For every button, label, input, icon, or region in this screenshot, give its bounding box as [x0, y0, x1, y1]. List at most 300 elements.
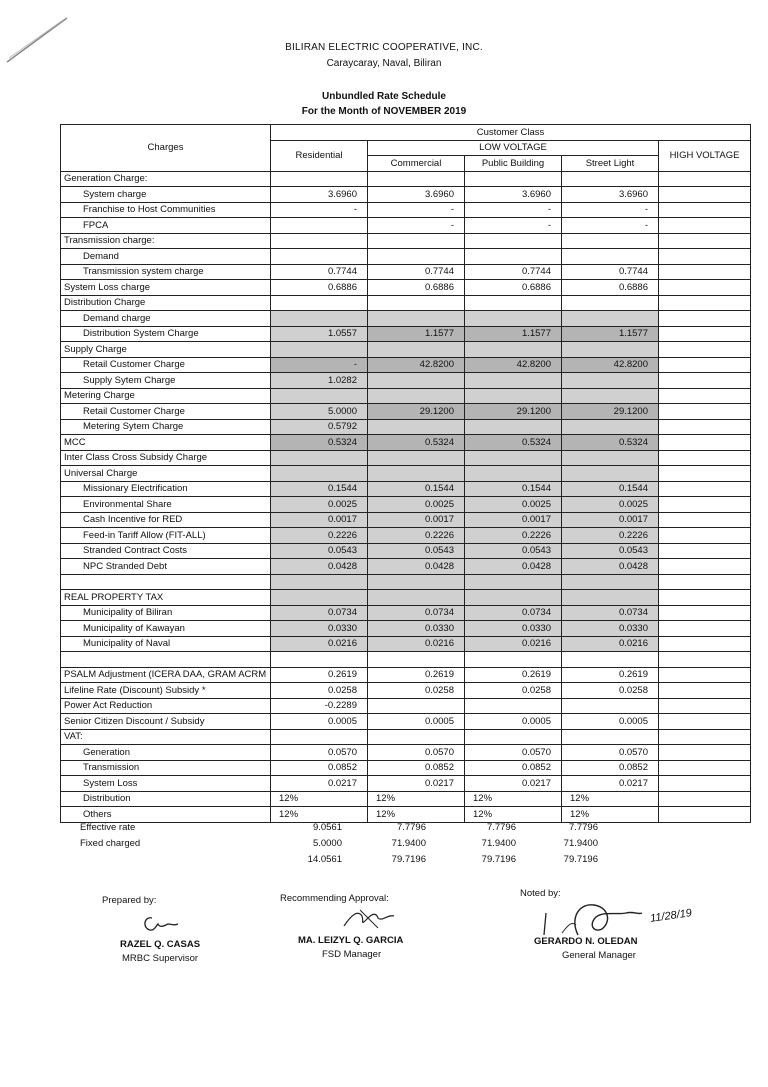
- row-label: Metering Sytem Charge: [61, 419, 271, 435]
- prepared-by-title: MRBC Supervisor: [122, 953, 199, 964]
- table-cell: [562, 574, 659, 590]
- table-cell: [659, 357, 751, 373]
- row-label: Franchise to Host Communities: [61, 202, 271, 218]
- table-row: [61, 326, 751, 342]
- column-header-public-building: Public Building: [465, 156, 562, 172]
- table-cell: 0.0005: [368, 714, 465, 730]
- table-cell: [659, 404, 751, 420]
- table-cell: [659, 512, 751, 528]
- document-period: For the Month of NOVEMBER 2019: [301, 106, 467, 117]
- table-cell: [562, 466, 659, 482]
- row-label: Supply Charge: [61, 342, 271, 358]
- row-label: REAL PROPERTY TAX: [61, 590, 271, 606]
- table-row: [61, 605, 751, 621]
- table-cell: [562, 652, 659, 668]
- table-cell: [659, 776, 751, 792]
- table-cell: 0.0258: [562, 683, 659, 699]
- table-row: [61, 528, 751, 544]
- table-cell: 42.8200: [562, 357, 659, 373]
- table-cell: [271, 450, 368, 466]
- document-title: Unbundled Rate Schedule: [322, 91, 446, 102]
- table-cell: 0.0428: [562, 559, 659, 575]
- table-cell: 0.5324: [465, 435, 562, 451]
- table-cell: [562, 388, 659, 404]
- row-label: System Loss charge: [61, 280, 271, 296]
- table-row: [61, 264, 751, 280]
- row-label: Distribution Charge: [61, 295, 271, 311]
- summary-value: 71.9400: [563, 838, 598, 849]
- company-name: BILIRAN ELECTRIC COOPERATIVE, INC.: [285, 42, 483, 53]
- row-label: Inter Class Cross Subsidy Charge: [61, 450, 271, 466]
- table-row: [61, 311, 751, 327]
- table-row: [61, 388, 751, 404]
- prepared-by-name: RAZEL Q. CASAS: [120, 939, 201, 950]
- table-row: [61, 543, 751, 559]
- row-label: Retail Customer Charge: [61, 404, 271, 420]
- table-cell: [465, 311, 562, 327]
- table-cell: 0.0217: [562, 776, 659, 792]
- table-row: [61, 791, 751, 807]
- table-cell: [659, 605, 751, 621]
- table-cell: [659, 264, 751, 280]
- table-cell: [465, 373, 562, 389]
- table-cell: 1.1577: [368, 326, 465, 342]
- table-cell: 42.8200: [368, 357, 465, 373]
- table-cell: 0.0216: [562, 636, 659, 652]
- table-cell: 0.0543: [368, 543, 465, 559]
- table-cell: [659, 652, 751, 668]
- table-cell: 42.8200: [465, 357, 562, 373]
- table-cell: [465, 233, 562, 249]
- table-cell: [465, 388, 562, 404]
- table-cell: [271, 233, 368, 249]
- table-cell: 0.0852: [368, 760, 465, 776]
- table-cell: -: [562, 218, 659, 234]
- table-cell: 0.0025: [562, 497, 659, 513]
- table-cell: [562, 249, 659, 265]
- table-cell: [271, 574, 368, 590]
- noted-by-title: General Manager: [562, 950, 636, 961]
- table-cell: [659, 450, 751, 466]
- table-cell: [368, 171, 465, 187]
- table-cell: [562, 373, 659, 389]
- table-cell: [465, 249, 562, 265]
- table-cell: 0.0258: [368, 683, 465, 699]
- row-label: Demand charge: [61, 311, 271, 327]
- table-cell: [465, 450, 562, 466]
- table-cell: [659, 481, 751, 497]
- table-cell: [659, 543, 751, 559]
- row-label: Transmission charge:: [61, 233, 271, 249]
- table-cell: 0.0258: [465, 683, 562, 699]
- table-cell: 12%: [465, 791, 562, 807]
- table-cell: 0.0217: [271, 776, 368, 792]
- table-cell: [271, 652, 368, 668]
- row-label: Generation: [61, 745, 271, 761]
- table-cell: [368, 574, 465, 590]
- table-cell: [659, 311, 751, 327]
- table-cell: 0.0428: [271, 559, 368, 575]
- table-cell: [368, 450, 465, 466]
- table-cell: 0.1544: [368, 481, 465, 497]
- row-label: FPCA: [61, 218, 271, 234]
- noted-by-name: GERARDO N. OLEDAN: [534, 936, 638, 947]
- table-cell: [562, 419, 659, 435]
- table-cell: 0.0570: [271, 745, 368, 761]
- table-cell: 0.0217: [465, 776, 562, 792]
- table-cell: 0.0570: [562, 745, 659, 761]
- summary-value: 79.7196: [481, 854, 516, 865]
- noted-by-block: [520, 888, 693, 961]
- summary-value: 9.0561: [312, 822, 342, 833]
- summary-value: 71.9400: [391, 838, 426, 849]
- summary-value: 7.7796: [568, 822, 598, 833]
- table-cell: 0.2226: [271, 528, 368, 544]
- table-row: [61, 435, 751, 451]
- table-cell: [562, 342, 659, 358]
- table-cell: [659, 249, 751, 265]
- summary-value: 71.9400: [481, 838, 516, 849]
- table-cell: [659, 419, 751, 435]
- table-row: [61, 171, 751, 187]
- row-label: Retail Customer Charge: [61, 357, 271, 373]
- table-cell: [562, 311, 659, 327]
- table-cell: 0.0852: [271, 760, 368, 776]
- table-cell: [368, 729, 465, 745]
- rate-table: [60, 124, 751, 823]
- noted-signature-icon: [538, 899, 668, 939]
- row-label: Missionary Electrification: [61, 481, 271, 497]
- table-row: [61, 745, 751, 761]
- table-cell: [659, 326, 751, 342]
- company-address: Caraycaray, Naval, Biliran: [326, 58, 442, 69]
- row-label: Senior Citizen Discount / Subsidy: [61, 714, 271, 730]
- table-cell: 29.1200: [562, 404, 659, 420]
- table-row: [61, 466, 751, 482]
- row-label: Metering Charge: [61, 388, 271, 404]
- table-cell: [368, 590, 465, 606]
- table-cell: 0.0330: [562, 621, 659, 637]
- table-cell: 3.6960: [465, 187, 562, 203]
- table-cell: [562, 729, 659, 745]
- table-cell: -: [465, 202, 562, 218]
- table-cell: 0.2619: [271, 667, 368, 683]
- table-cell: -0.2289: [271, 698, 368, 714]
- table-cell: 29.1200: [368, 404, 465, 420]
- table-cell: [271, 388, 368, 404]
- table-cell: 0.0005: [465, 714, 562, 730]
- table-cell: [659, 574, 751, 590]
- table-cell: [465, 342, 562, 358]
- table-cell: 0.0330: [271, 621, 368, 637]
- recommending-approval-label: Recommending Approval:: [280, 893, 389, 904]
- table-cell: [368, 652, 465, 668]
- table-row: [61, 481, 751, 497]
- table-cell: 0.0025: [368, 497, 465, 513]
- table-cell: [659, 667, 751, 683]
- table-cell: [659, 435, 751, 451]
- table-cell: [368, 373, 465, 389]
- table-row: [61, 590, 751, 606]
- table-cell: [659, 807, 751, 823]
- table-cell: 0.0025: [465, 497, 562, 513]
- table-cell: 0.0543: [271, 543, 368, 559]
- table-cell: [562, 450, 659, 466]
- table-cell: [562, 233, 659, 249]
- table-cell: -: [562, 202, 659, 218]
- noted-by-label: Noted by:: [520, 888, 561, 899]
- table-cell: [659, 218, 751, 234]
- table-row: [61, 497, 751, 513]
- row-label: PSALM Adjustment (ICERA DAA, GRAM ACRM: [61, 667, 271, 683]
- table-cell: [368, 342, 465, 358]
- table-cell: -: [271, 202, 368, 218]
- table-cell: 0.7744: [271, 264, 368, 280]
- table-cell: 0.0734: [562, 605, 659, 621]
- table-cell: [659, 342, 751, 358]
- table-cell: [465, 729, 562, 745]
- table-cell: 0.7744: [465, 264, 562, 280]
- table-row: [61, 652, 751, 668]
- table-row: [61, 280, 751, 296]
- table-cell: 0.0734: [271, 605, 368, 621]
- table-cell: -: [465, 218, 562, 234]
- row-label: Municipality of Naval: [61, 636, 271, 652]
- summary-value: 7.7796: [396, 822, 426, 833]
- table-row: [61, 698, 751, 714]
- prepared-by-label: Prepared by:: [102, 895, 157, 906]
- summary-value: 14.0561: [307, 854, 342, 865]
- table-cell: [271, 311, 368, 327]
- table-cell: 0.0216: [465, 636, 562, 652]
- table-cell: -: [271, 357, 368, 373]
- table-row: [61, 404, 751, 420]
- table-cell: [368, 295, 465, 311]
- table-cell: [659, 791, 751, 807]
- prepared-signature-icon: [138, 912, 198, 936]
- table-cell: 0.0258: [271, 683, 368, 699]
- table-cell: 0.6886: [271, 280, 368, 296]
- recommending-approval-name: MA. LEIZYL Q. GARCIA: [298, 935, 404, 946]
- table-row: [61, 233, 751, 249]
- column-header-residential: Residential: [271, 140, 368, 171]
- table-cell: [659, 497, 751, 513]
- table-cell: [659, 280, 751, 296]
- table-row: [61, 419, 751, 435]
- table-row: [61, 683, 751, 699]
- prepared-by-block: [102, 895, 200, 964]
- low-voltage-header: LOW VOLTAGE: [368, 140, 659, 156]
- table-cell: 0.2619: [368, 667, 465, 683]
- summary-row: [60, 838, 660, 854]
- row-label: [61, 574, 271, 590]
- table-cell: 0.2226: [562, 528, 659, 544]
- table-row: [61, 450, 751, 466]
- table-cell: 0.0852: [562, 760, 659, 776]
- table-row: [61, 559, 751, 575]
- table-cell: [659, 714, 751, 730]
- table-cell: 0.0017: [271, 512, 368, 528]
- table-cell: [271, 590, 368, 606]
- table-cell: -: [368, 218, 465, 234]
- column-header-street-light: Street Light: [562, 156, 659, 172]
- table-cell: 3.6960: [271, 187, 368, 203]
- recommending-signature-icon: [338, 906, 408, 932]
- table-cell: 0.0216: [271, 636, 368, 652]
- table-row: [61, 667, 751, 683]
- table-cell: [659, 233, 751, 249]
- column-header-high-voltage: HIGH VOLTAGE: [659, 140, 751, 171]
- table-cell: 0.1544: [271, 481, 368, 497]
- table-cell: 0.0216: [368, 636, 465, 652]
- table-cell: [659, 187, 751, 203]
- row-label: Lifeline Rate (Discount) Subsidy *: [61, 683, 271, 699]
- table-row: [61, 621, 751, 637]
- table-cell: 12%: [465, 807, 562, 823]
- table-cell: 0.0017: [368, 512, 465, 528]
- table-row: [61, 776, 751, 792]
- table-cell: 0.0017: [562, 512, 659, 528]
- summary-label: Fixed charged: [80, 838, 141, 849]
- table-row: [61, 807, 751, 823]
- table-cell: [659, 729, 751, 745]
- row-label: Transmission system charge: [61, 264, 271, 280]
- table-cell: 0.6886: [465, 280, 562, 296]
- table-row: [61, 295, 751, 311]
- table-cell: 0.7744: [368, 264, 465, 280]
- table-row: [61, 249, 751, 265]
- summary-rates: [60, 822, 660, 870]
- row-label: Cash Incentive for RED: [61, 512, 271, 528]
- noted-date-handwritten: 11/28/19: [649, 907, 693, 925]
- table-cell: 1.1577: [562, 326, 659, 342]
- table-cell: 0.0005: [562, 714, 659, 730]
- table-cell: 12%: [271, 791, 368, 807]
- table-cell: 1.0282: [271, 373, 368, 389]
- table-cell: [659, 466, 751, 482]
- row-label: Distribution: [61, 791, 271, 807]
- table-cell: 0.2226: [465, 528, 562, 544]
- table-cell: [659, 202, 751, 218]
- row-label: VAT:: [61, 729, 271, 745]
- table-cell: 3.6960: [368, 187, 465, 203]
- table-cell: [271, 249, 368, 265]
- table-header-row-1: [61, 125, 751, 141]
- table-cell: 0.0217: [368, 776, 465, 792]
- table-cell: 12%: [271, 807, 368, 823]
- table-cell: 12%: [368, 807, 465, 823]
- row-label: Distribution System Charge: [61, 326, 271, 342]
- table-cell: 5.0000: [271, 404, 368, 420]
- summary-label: Effective rate: [80, 822, 136, 833]
- table-cell: [659, 388, 751, 404]
- summary-row: [60, 854, 660, 870]
- table-row: [61, 760, 751, 776]
- table-cell: [465, 652, 562, 668]
- summary-row: [60, 822, 660, 838]
- table-cell: [465, 574, 562, 590]
- table-cell: 0.7744: [562, 264, 659, 280]
- table-cell: [271, 466, 368, 482]
- table-row: [61, 574, 751, 590]
- table-cell: 0.0543: [562, 543, 659, 559]
- table-cell: 0.0570: [368, 745, 465, 761]
- table-cell: 12%: [562, 791, 659, 807]
- column-header-commercial: Commercial: [368, 156, 465, 172]
- table-cell: [271, 342, 368, 358]
- table-cell: [465, 466, 562, 482]
- table-cell: 12%: [562, 807, 659, 823]
- row-label: NPC Stranded Debt: [61, 559, 271, 575]
- table-cell: 1.1577: [465, 326, 562, 342]
- table-cell: 0.5324: [271, 435, 368, 451]
- row-label: Generation Charge:: [61, 171, 271, 187]
- table-cell: [368, 249, 465, 265]
- table-cell: [465, 171, 562, 187]
- table-cell: 0.0543: [465, 543, 562, 559]
- table-cell: 0.0428: [465, 559, 562, 575]
- table-cell: 0.0570: [465, 745, 562, 761]
- table-cell: 0.0330: [465, 621, 562, 637]
- table-cell: 0.0017: [465, 512, 562, 528]
- table-cell: [659, 636, 751, 652]
- row-label: System Loss: [61, 776, 271, 792]
- table-cell: [368, 388, 465, 404]
- row-label: Supply Sytem Charge: [61, 373, 271, 389]
- table-cell: [659, 590, 751, 606]
- table-row: [61, 218, 751, 234]
- row-label: Municipality of Biliran: [61, 605, 271, 621]
- summary-value: 5.0000: [312, 838, 342, 849]
- table-cell: [368, 698, 465, 714]
- table-row: [61, 512, 751, 528]
- table-cell: 0.0852: [465, 760, 562, 776]
- table-cell: 0.1544: [465, 481, 562, 497]
- table-cell: 0.1544: [562, 481, 659, 497]
- table-cell: -: [368, 202, 465, 218]
- table-cell: [368, 233, 465, 249]
- table-cell: [659, 683, 751, 699]
- row-label: Others: [61, 807, 271, 823]
- table-cell: 12%: [368, 791, 465, 807]
- table-cell: 0.0330: [368, 621, 465, 637]
- table-cell: [271, 729, 368, 745]
- row-label: Transmission: [61, 760, 271, 776]
- table-cell: [465, 590, 562, 606]
- table-cell: 0.6886: [562, 280, 659, 296]
- row-label: Stranded Contract Costs: [61, 543, 271, 559]
- table-cell: [659, 295, 751, 311]
- row-label: Power Act Reduction: [61, 698, 271, 714]
- table-cell: 0.5324: [368, 435, 465, 451]
- table-cell: 29.1200: [465, 404, 562, 420]
- recommending-approval-title: FSD Manager: [322, 949, 382, 960]
- pen-mark-icon: [5, 10, 75, 65]
- row-label: Municipality of Kawayan: [61, 621, 271, 637]
- table-cell: 0.5792: [271, 419, 368, 435]
- charges-header: Charges: [61, 125, 271, 172]
- table-cell: [562, 590, 659, 606]
- table-row: [61, 636, 751, 652]
- summary-value: 7.7796: [486, 822, 516, 833]
- row-label: Environmental Share: [61, 497, 271, 513]
- table-row: [61, 187, 751, 203]
- table-row: [61, 373, 751, 389]
- table-row: [61, 714, 751, 730]
- table-row: [61, 357, 751, 373]
- row-label: Demand: [61, 249, 271, 265]
- table-cell: [562, 171, 659, 187]
